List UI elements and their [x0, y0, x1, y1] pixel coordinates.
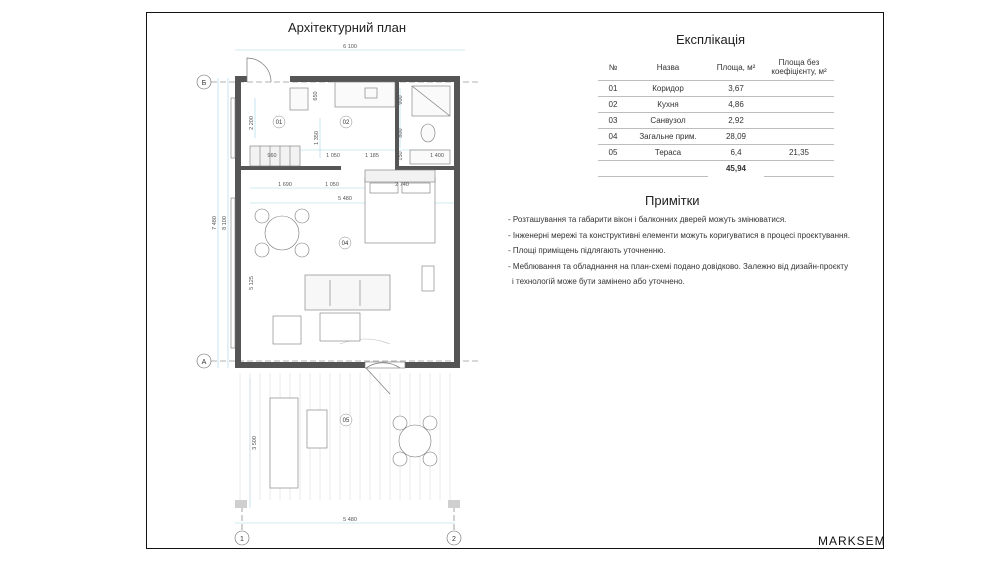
- dim-bath-top: 900: [398, 95, 404, 105]
- dim-hall-a: 960: [267, 153, 277, 159]
- explication-header-row: [598, 54, 834, 81]
- dim-zone-mid: 1 350: [314, 131, 320, 145]
- dim-kitchen-w: 650: [313, 91, 319, 101]
- floor-plan: [190, 38, 490, 548]
- dim-top-width: 6 100: [343, 44, 357, 50]
- dim-living-width: 5 480: [338, 196, 352, 202]
- col-name: Назва: [628, 54, 708, 81]
- col-area-raw: Площа без коефіцієнту, м²: [764, 54, 834, 81]
- dim-row2-c: 2 740: [395, 182, 409, 188]
- row-area-raw: [764, 129, 834, 145]
- row-number: 04: [598, 129, 628, 145]
- dim-zone-low: 5 125: [249, 276, 255, 290]
- row-name: Санвузол: [628, 113, 708, 129]
- dim-hall-c: 1 185: [365, 153, 379, 159]
- room-tag-02: 02: [342, 120, 350, 126]
- dim-bath-low: 150: [398, 151, 404, 161]
- dim-left-outer: 7 480: [212, 216, 218, 230]
- row-area-raw: 21,35: [764, 145, 834, 161]
- notes-list: [508, 212, 884, 290]
- row-number: 05: [598, 145, 628, 161]
- table-row: [598, 145, 834, 161]
- brand-logo: MARKSEM: [818, 534, 886, 548]
- note-item: - Інженерні мережі та конструктивні елементи можуть коригуватися в процесі проєктування.: [508, 230, 850, 240]
- note-item: - Розташування та габарити вікон і балконних дверей можуть змінюватися.: [508, 215, 787, 224]
- dim-zone-top: 2 200: [249, 116, 255, 130]
- axis-1-label: 1: [240, 536, 244, 543]
- row-name: Коридор: [628, 81, 708, 97]
- dim-row2-a: 1 690: [278, 182, 292, 188]
- row-name: Тераса: [628, 145, 708, 161]
- note-item: - Меблювання та обладнання на план-схемі подано довідково. Залежно від дизайн-проєкту: [508, 261, 849, 271]
- row-name: Загальне прим.: [628, 129, 708, 145]
- row-area: 3,67: [708, 81, 764, 97]
- row-number: 01: [598, 81, 628, 97]
- row-area-raw: [764, 97, 834, 113]
- explication-table: [598, 54, 834, 177]
- explication-title: Експлікація: [676, 32, 746, 47]
- room-tag-04: 04: [341, 241, 349, 247]
- row-name: Кухня: [628, 97, 708, 113]
- col-area: Площа, м²: [708, 54, 764, 81]
- axis-2-label: 2: [452, 536, 456, 543]
- plan-title: Архітектурний план: [288, 20, 407, 35]
- note-item: і технологій може бути замінено або уточнено.: [512, 277, 685, 286]
- notes-title: Примітки: [645, 193, 700, 208]
- room-tag-01: 01: [275, 120, 283, 126]
- table-row: [598, 97, 834, 113]
- row-area: 4,86: [708, 97, 764, 113]
- dim-bath-mid: 800: [398, 128, 404, 138]
- row-number: 03: [598, 113, 628, 129]
- row-area: 28,09: [708, 129, 764, 145]
- total-row: [598, 161, 834, 177]
- table-row: [598, 113, 834, 129]
- row-area: 6,4: [708, 145, 764, 161]
- dim-hall-b: 1 050: [326, 153, 340, 159]
- table-row: [598, 129, 834, 145]
- row-area-raw: [764, 81, 834, 97]
- row-number: 02: [598, 97, 628, 113]
- dim-hall-d: 1 400: [430, 153, 444, 159]
- row-area: 2,92: [708, 113, 764, 129]
- row-area-raw: [764, 113, 834, 129]
- room-tag-05: 05: [342, 418, 350, 424]
- table-row: [598, 81, 834, 97]
- axis-a-label: А: [201, 359, 207, 366]
- dim-terrace-h: 3 500: [252, 436, 258, 450]
- dim-row2-b: 1 050: [325, 182, 339, 188]
- axis-b-label: Б: [201, 80, 207, 87]
- col-number: №: [598, 54, 628, 81]
- total-area: 45,94: [725, 164, 747, 174]
- dim-bottom-width: 5 480: [343, 517, 357, 523]
- dim-left-inner: 8 100: [222, 216, 228, 230]
- note-item: - Площі приміщень підлягають уточненню.: [508, 246, 666, 255]
